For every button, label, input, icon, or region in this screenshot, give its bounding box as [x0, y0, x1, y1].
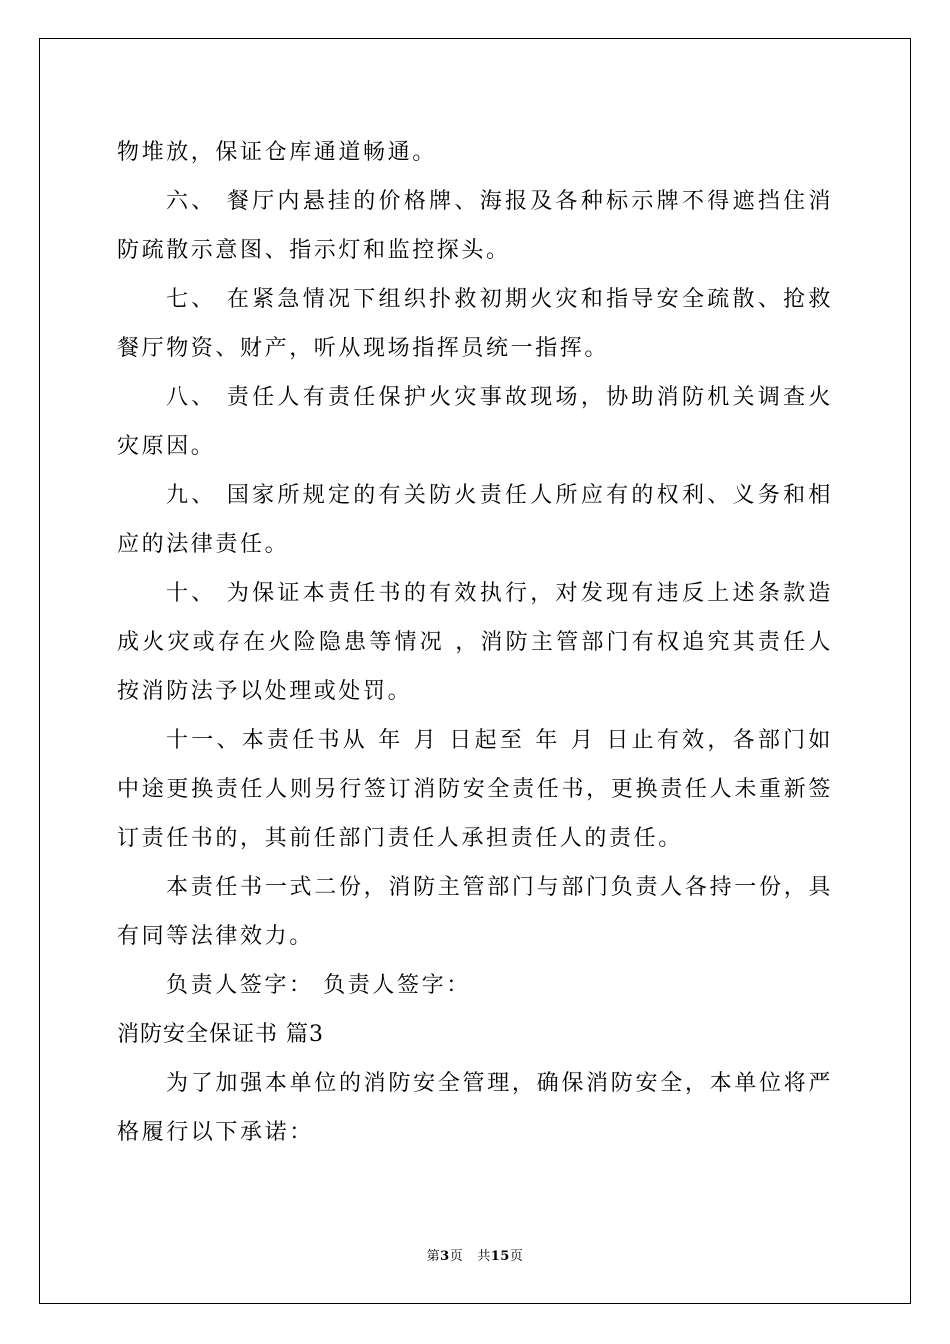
page-footer [0, 1248, 950, 1266]
paragraph-signatures: 负责人签字： 负责人签字： [166, 973, 471, 998]
paragraph-item-6: 六、 餐厅内悬挂的价格牌、海报及各种标示牌不得遮挡住消防疏散示意图、指示灯和监控探头。 [117, 189, 833, 263]
paragraph-continuation: 物堆放，保证仓库通道畅通。 [117, 140, 437, 165]
document-body [117, 128, 833, 1157]
footer-total-suffix: 页 [509, 1249, 524, 1264]
section-heading: 消防安全保证书 篇3 [117, 1022, 324, 1047]
footer-total-prefix: 共 [477, 1249, 491, 1264]
footer-page-prefix: 第 [426, 1249, 441, 1264]
footer-page-number: 3 [440, 1249, 450, 1264]
paragraph-item-10: 十、 为保证本责任书的有效执行，对发现有违反上述条款造成火灾或存在火险隐患等情况 ，消防主管部门有权追究其责任人按消防法予以处理或处罚。 [117, 581, 833, 704]
footer-page-suffix: 页 [449, 1249, 464, 1264]
paragraph-intro: 为了加强本单位的消防安全管理，确保消防安全，本单位将严格履行以下承诺： [117, 1071, 833, 1145]
footer-total-pages: 15 [490, 1249, 510, 1264]
paragraph-item-7: 七、 在紧急情况下组织扑救初期火灾和指导安全疏散、抢救餐厅物资、财产，听从现场指挥员统一指挥。 [117, 287, 833, 361]
paragraph-item-8: 八、 责任人有责任保护火灾事故现场，协助消防机关调查火灾原因。 [117, 385, 833, 459]
paragraph-copies: 本责任书一式二份，消防主管部门与部门负责人各持一份，具有同等法律效力。 [117, 875, 833, 949]
paragraph-item-11: 十一、本责任书从 年 月 日起至 年 月 日止有效，各部门如中途更换责任人则另行签订消防安全责任书，更换责任人未重新签订责任书的，其前任部门责任人承担责任人的责任。 [117, 728, 833, 851]
paragraph-item-9: 九、 国家所规定的有关防火责任人所应有的权利、义务和相应的法律责任。 [117, 483, 833, 557]
